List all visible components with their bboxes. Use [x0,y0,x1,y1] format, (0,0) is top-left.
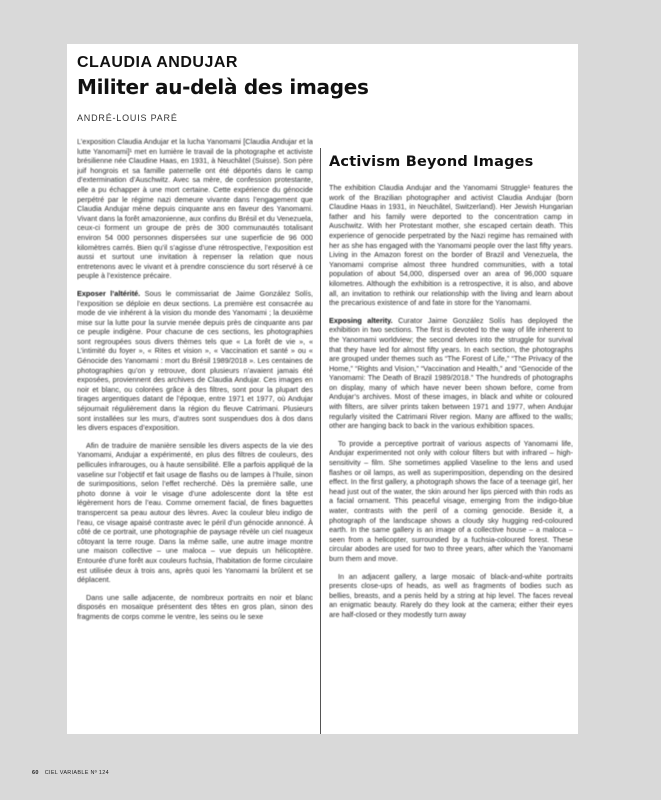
english-subheading: Exposing alterity. [329,315,393,325]
column-divider [320,148,321,734]
french-subheading: Exposer l’altérité. [77,288,141,298]
author-name: ANDRÉ-LOUIS PARÉ [77,113,178,123]
english-paragraph-4: In an adjacent gallery, a large mosaic of black-and-white portraits presents close-ups of heads, as well as fragments of bodies such as bellies, breasts, and a penis held by a string at hip level. The faces reveal an enigmatic beauty. Rarely do they look at the camera; either their eyes are half-closed or they modestly turn away [329,571,573,619]
page-footer [32,770,109,776]
french-paragraph-3: Afin de traduire de manière sensible les divers aspects de la vie des Yanomami, Andujar a expérimenté, en plus des filtres de couleurs, des pellicules infrarouges, ou à haute sensibilité. Elle a parfois appliqué de la vaseline sur l’objectif et fait usage de flashs ou de lampes à l’huile, sinon de surimpositions, selon l’effet recherché. Dès la première salle, une photo donne à voir le visage d’une adolescente dont la tête est légèrement hors de l’eau. Comme ornement facial, de fines baguettes transpercent sa peau autour des lèvres. Avec la couleur bleu indigo de l’eau, ce visage apaisé contraste avec le péril d’un génocide annoncé. À côté de ce portrait, une photographie de paysage révèle un ciel nuageux côtoyant la terre rouge. Dans la même salle, une autre image montre une maison collective – une maloca – vue depuis un hélicoptère. Entourée d’une forêt aux couleurs fuchsia, l’habitation de forme circulaire est utilisée deux à trois ans, après quoi les Yanomami la brûlent et se déplacent. [77,440,313,585]
page-number: 60 [32,770,39,776]
french-paragraph-2 [77,289,313,433]
english-title: Activism Beyond Images [329,154,534,170]
english-paragraph-2-text: Curator Jaime González Solís has deployed the exhibition in two sections. The first is devoted to the way of life inherent to the Yanomami worldview; the second delves into the struggle for survival that they have led for almost fifty years. In each section, the photographs are grouped under themes such as “The Forest of Life,” “The Privacy of the Home,” “Rights and Vision,” “Vaccination and Health,” and “Genocide of the Yanomami: The Death of Brazil 1989/2018.” The hundreds of photographs on display, many of which have never been shown before, come from Andujar’s archives. Most of these images, in black and white or coloured with filters, are silver prints taken between 1971 and 1977, when Andujar regularly visited the Catrimani River region. Many are affixed to the walls; other are hanging back to back in the various exhibition spaces. [329,315,573,431]
french-column [77,137,313,729]
article-title: Militer au-delà des images [77,75,369,99]
article-header [77,54,568,124]
french-paragraph-1: L’exposition Claudia Andujar et la lucha Yanomami [Claudia Andujar et la lutte Yanomami]¹ met en lumière le travail de la photographe et activiste brésilienne née Claudine Haas, en 1931, à Neuchâtel (Suisse). Son père juif hongrois et sa famille paternelle ont été déportés dans le camp d’extermination d’Auschwitz. Avec sa mère, de confession protestante, elle a pu échapper à une mort certaine. Cette expérience du génocide perpétré par le régime nazi demeure vivante dans l’engagement que Claudia Andujar mène depuis cinquante ans en faveur des Yanomami. Vivant dans la forêt amazonienne, aux confins du Brésil et du Venezuela, ceux-ci forment un groupe de près de 300 communautés totalisant environ 54 000 personnes dispersées sur une superficie de 96 000 kilomètres carrés. Bien qu’il s’agisse d’une rétrospective, l’exposition est aussi et surtout une invitation à repenser la relation que nous entretenons avec le vivant et à prendre conscience du sort réservé à ce peuple à l’existence précaire. [77,137,313,281]
french-paragraph-4: Dans une salle adjacente, de nombreux portraits en noir et blanc disposés en mosaïque présentent des têtes en gros plan, sinon des fragments de corps comme le ventre, les seins ou le sexe [77,592,313,621]
magazine-name: CIEL VARIABLE Nº 124 [44,770,109,776]
english-paragraph-1: The exhibition Claudia Andujar and the Yanomami Struggle¹ features the work of the Brazilian photographer and activist Claudia Andujar (born Claudine Haas in 1931, in Neuchâtel, Switzerland). Her Jewish Hungarian father and his family were deported to the concentration camp in Auschwitz. With her Protestant mother, she escaped certain death. This experience of genocide perpetrated by the Nazi regime has remained with her as she has engaged with the Yanomami people over the last fifty years. Living in the Amazon forest on the border of Brazil and Venezuela, the Yanomami comprise almost three hundred communities, with a total population of about 54,000, dispersed over an area of 96,000 square kilometres. Although the exhibition is a retrospective, it is also, and above all, an invitation to rethink our relationship with the living and learn about the precarious existence of and fate in store for the Yanomami. [329,183,573,308]
magazine-page [67,44,578,734]
french-paragraph-2-text: Sous le commissariat de Jaime González Solís, l’exposition se déploie en deux sections. La première est consacrée au mode de vie inhérent à la vision du monde des Yanomami ; la deuxième mise sur la lutte pour la survie menée depuis près de cinquante ans par ce peuple indigène. Pour chacune de ces sections, les photographies sont regroupées sous divers thèmes tels que « La forêt de vie », « L’intimité du foyer », « Rites et vision », « Vaccination et santé » ou « Génocide des Yanomami : mort du Brésil 1989/2018 ». Les centaines de photographies qu’on y retrouve, dont plusieurs n’avaient jamais été exposées, proviennent des archives de Claudia Andujar. Ces images en noir et blanc, ou colorées grâce à des filtres, sont pour la plupart des tirages argentiques datant de l’époque, entre 1971 et 1977, où Andujar séjournait régulièrement dans la région du fleuve Catrimani. Plusieurs sont installées sur les murs, d’autres sont suspendues dos à dos dans les divers espaces d’exposition. [77,288,313,433]
english-paragraph-3: To provide a perceptive portrait of various aspects of Yanomami life, Andujar experimented not only with colour filters but with infrared – high-sensitivity – film. She sometimes applied Vaseline to the lens and used flashes or oil lamps, as well as superimposition, depending on the desired effect. In the first gallery, a photograph shows the face of a teenage girl, her head just out of the water, the skin around her lips pierced with thin rods as a facial ornament. This peaceful visage, emerging from the indigo-blue water, contrasts with the peril of a coming genocide. Beside it, a photograph of the landscape shows a cloudy sky hugging red-coloured earth. In the same gallery is an image of a collective house – a maloca – seen from a helicopter, surrounded by a fuchsia-coloured forest. These circular abodes are used for two to three years, after which the Yanomami burn them and move. [329,438,573,563]
artist-name: CLAUDIA ANDUJAR [77,54,238,71]
english-column [329,154,573,734]
english-paragraph-2 [329,316,573,431]
